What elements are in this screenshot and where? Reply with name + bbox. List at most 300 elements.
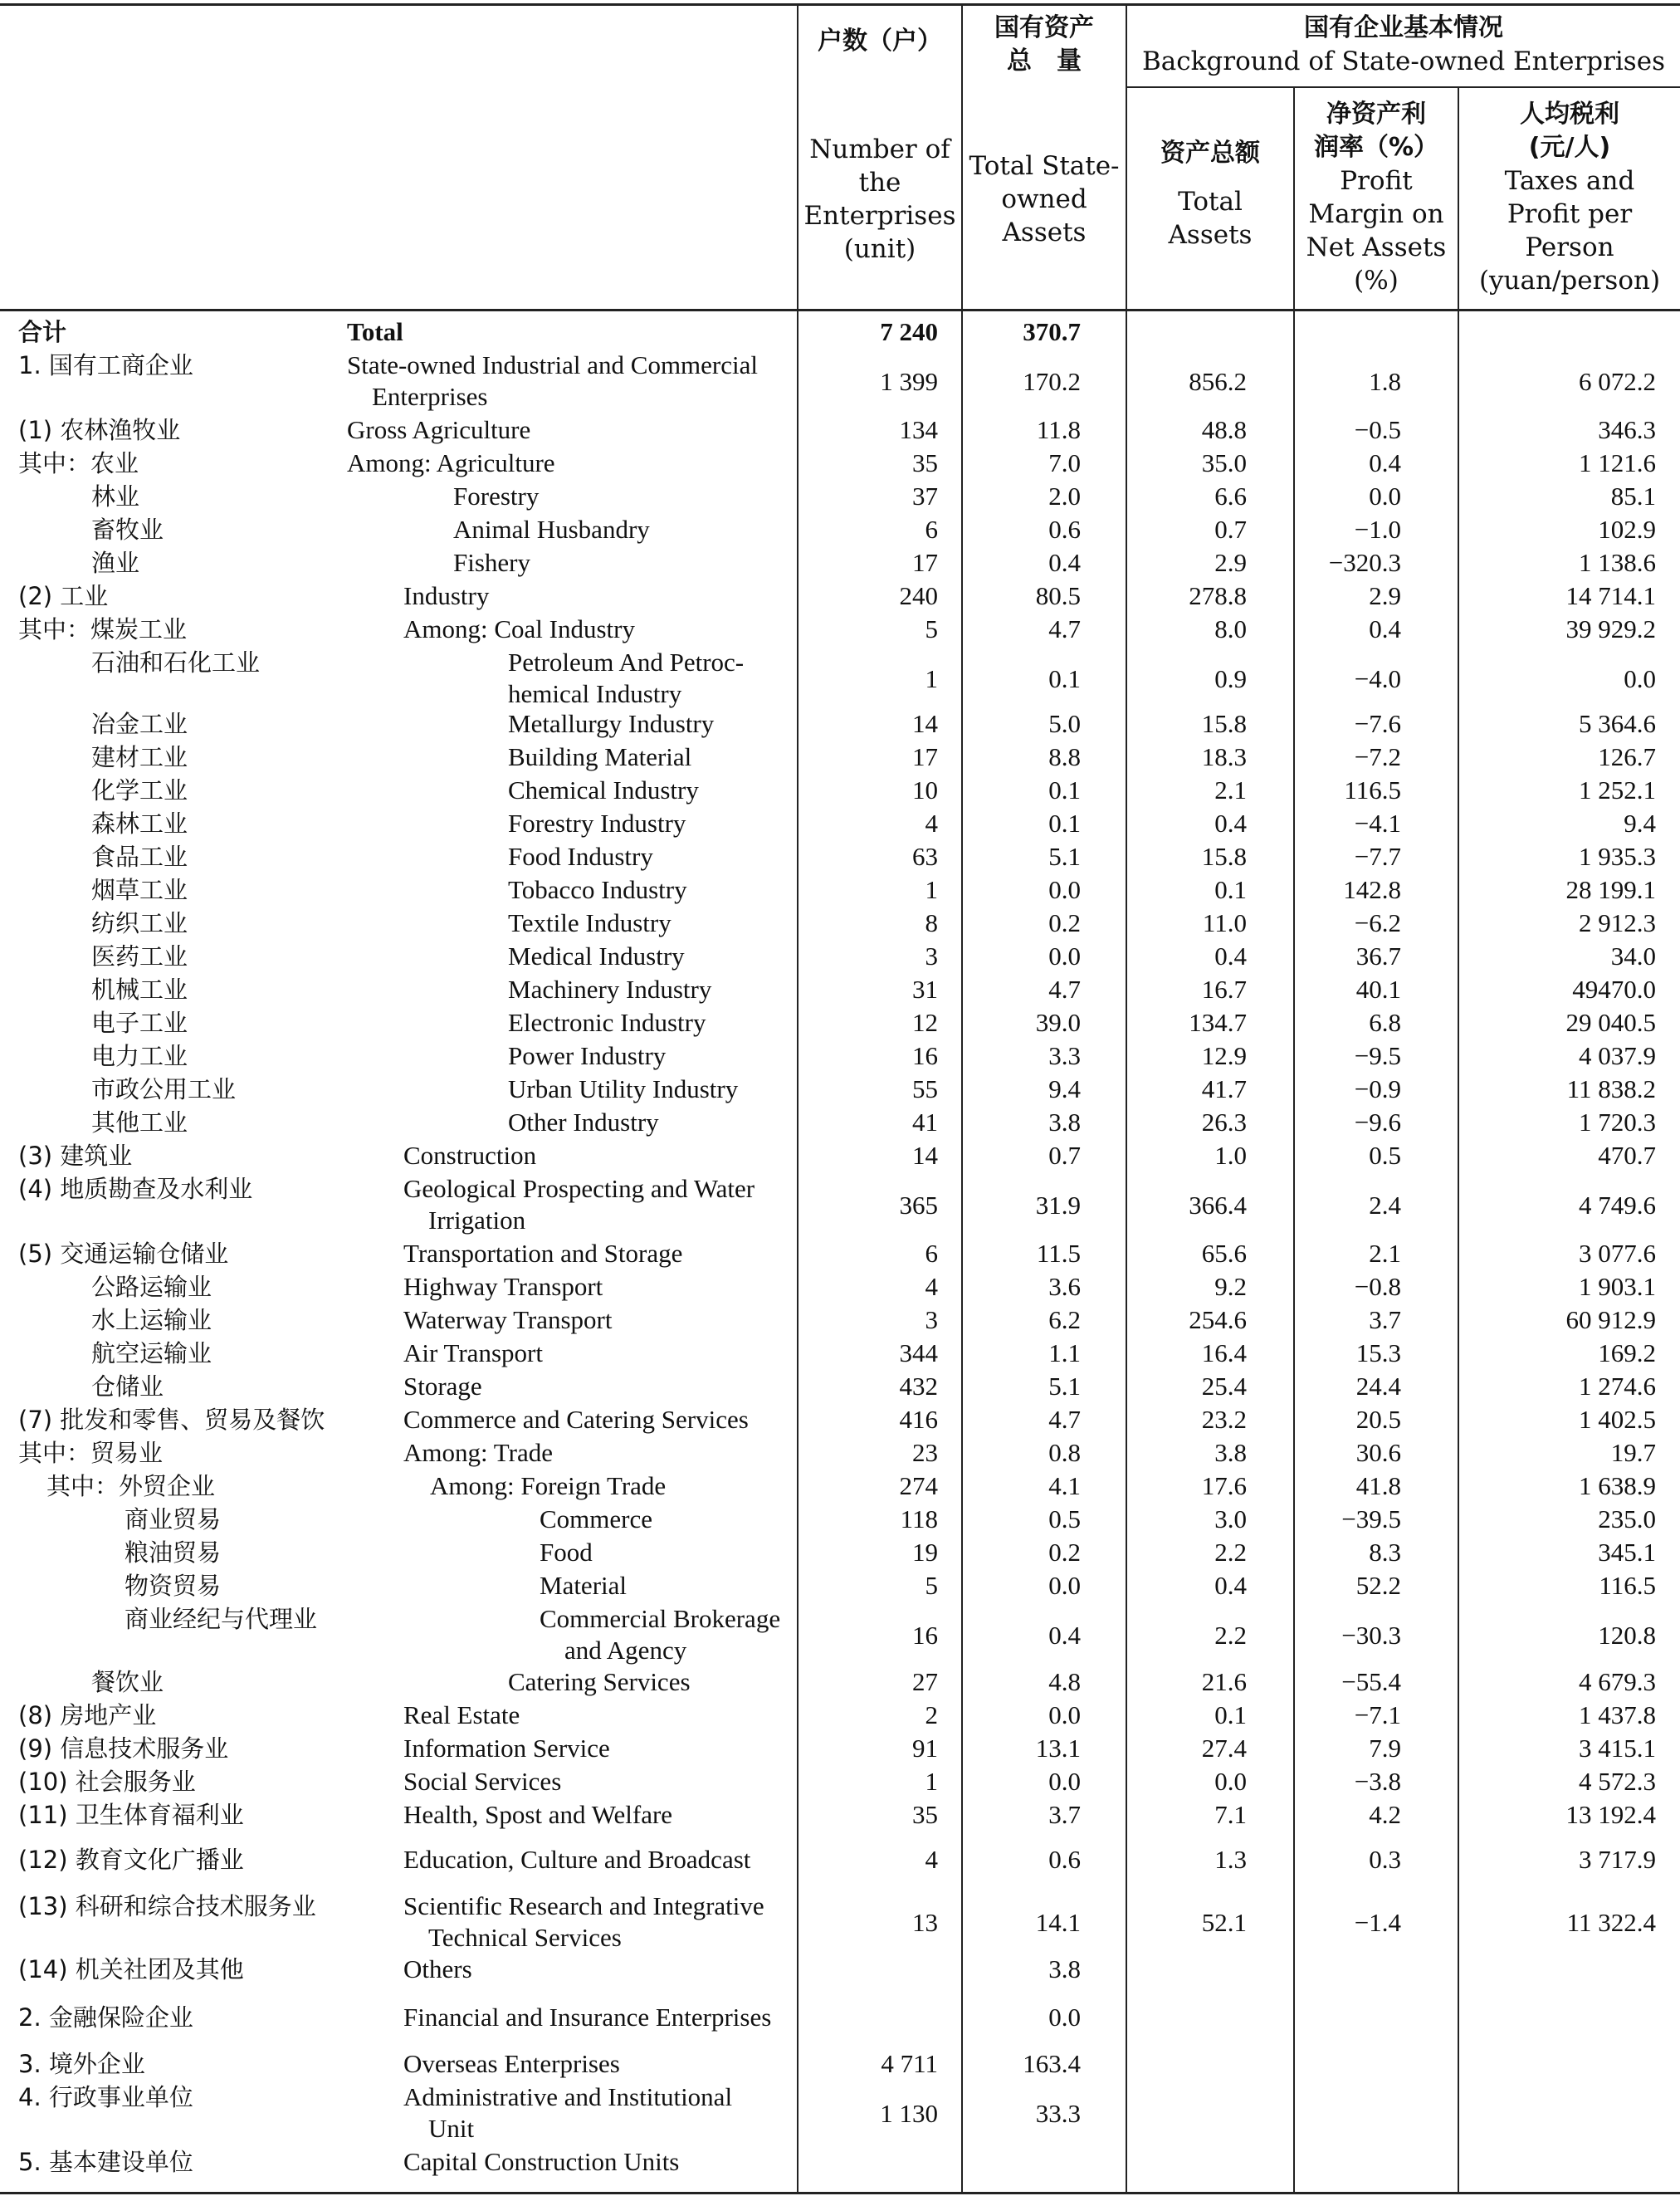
- cell-tp: 1 252.1: [1579, 775, 1656, 805]
- row-label-en: Petroleum And Petroc-: [508, 648, 745, 677]
- row-label-zh: 医药工业: [91, 942, 188, 971]
- row-label-en: Irrigation: [428, 1206, 526, 1235]
- cell-tp: 2 912.3: [1579, 908, 1656, 937]
- cell-a: 0.4: [1048, 1621, 1081, 1650]
- cell-n: 19: [912, 1538, 938, 1567]
- column-divider: [1126, 5, 1127, 2194]
- header-margin-en-line: Margin on: [1308, 199, 1444, 229]
- cell-a: 0.0: [1048, 1571, 1081, 1600]
- cell-tp: 169.2: [1598, 1338, 1656, 1367]
- column-divider: [797, 5, 798, 2194]
- row-label-zh: (3) 建筑业: [18, 1142, 133, 1170]
- cell-pm: 2.1: [1369, 1239, 1401, 1268]
- cell-n: 7 240: [880, 317, 938, 346]
- cell-pm: 24.4: [1355, 1372, 1401, 1401]
- cell-n: 365: [899, 1191, 938, 1220]
- cell-pm: −9.6: [1354, 1108, 1401, 1137]
- cell-pm: 116.5: [1344, 775, 1401, 805]
- cell-n: 4 711: [881, 2049, 938, 2078]
- header-margin-en-line: (%): [1354, 266, 1399, 296]
- cell-tp: 9.4: [1624, 809, 1656, 838]
- cell-n: 17: [912, 548, 938, 577]
- row-label-zh: 冶金工业: [91, 710, 188, 738]
- row-label-zh: 烟草工业: [91, 876, 188, 904]
- row-label-zh: 建材工业: [91, 743, 188, 771]
- cell-pm: −1.4: [1354, 1908, 1401, 1937]
- cell-a: 11.8: [1036, 415, 1081, 444]
- cell-n: 344: [899, 1338, 938, 1367]
- header-count: [798, 25, 961, 58]
- row-label-en: Financial and Insurance Enterprises: [403, 2003, 772, 2032]
- row-label-en: Commerce: [540, 1504, 653, 1533]
- header-total-assets-en-line: Assets: [1168, 220, 1253, 250]
- cell-n: 37: [912, 482, 938, 511]
- cell-a: 0.4: [1048, 548, 1081, 577]
- row-label-zh: 化学工业: [91, 776, 188, 805]
- cell-n: 274: [899, 1471, 938, 1500]
- cell-pm: −0.9: [1354, 1074, 1401, 1103]
- header-tax-zh-line: 人均税利: [1520, 100, 1619, 129]
- cell-pm: 36.7: [1355, 941, 1401, 971]
- cell-n: 16: [912, 1041, 938, 1070]
- row-label-en: Technical Services: [428, 1923, 622, 1952]
- cell-pm: −4.1: [1354, 809, 1401, 838]
- header-tax: [1459, 98, 1680, 297]
- row-label-en: Waterway Transport: [403, 1305, 613, 1334]
- cell-n: 1 399: [880, 367, 938, 396]
- cell-ta: 254.6: [1189, 1305, 1247, 1334]
- column-divider: [1293, 86, 1295, 2194]
- cell-tp: 235.0: [1598, 1504, 1656, 1533]
- cell-a: 80.5: [1035, 581, 1081, 610]
- cell-pm: 2.9: [1369, 581, 1401, 610]
- cell-a: 4.7: [1048, 975, 1081, 1004]
- row-label-en: Capital Construction Units: [403, 2147, 680, 2176]
- row-label-zh: 电力工业: [91, 1042, 188, 1070]
- row-label-zh: (10) 社会服务业: [18, 1768, 196, 1796]
- row-label-en: Electronic Industry: [508, 1008, 706, 1037]
- row-label-zh: 纺织工业: [91, 909, 188, 937]
- header-count-en-line: Number of: [809, 134, 950, 164]
- header-tax-zh-line: (元/人): [1528, 133, 1611, 162]
- cell-pm: −4.0: [1354, 664, 1401, 693]
- row-label-en: Commercial Brokerage: [540, 1604, 781, 1633]
- cell-pm: −7.1: [1354, 1700, 1401, 1729]
- cell-pm: −7.6: [1354, 709, 1401, 738]
- cell-a: 0.6: [1048, 1845, 1081, 1874]
- header-count-en: [798, 133, 961, 266]
- row-label-en: Textile Industry: [508, 908, 672, 937]
- row-label-zh: 渔业: [91, 549, 140, 577]
- cell-a: 0.0: [1048, 1700, 1081, 1729]
- header-assets-en-line: owned: [1001, 184, 1087, 214]
- row-label-en: Overseas Enterprises: [403, 2049, 620, 2078]
- header-group: [1127, 12, 1680, 78]
- cell-n: 1: [925, 1767, 938, 1796]
- row-label-zh: 合计: [18, 318, 67, 346]
- row-label-zh: (12) 教育文化广播业: [18, 1846, 244, 1874]
- row-label-en: Tobacco Industry: [508, 875, 687, 904]
- cell-ta: 0.4: [1214, 941, 1247, 971]
- cell-n: 14: [912, 709, 938, 738]
- cell-pm: 0.4: [1369, 614, 1401, 643]
- row-label-en: Geological Prospecting and Water: [403, 1174, 755, 1203]
- cell-ta: 2.9: [1214, 548, 1247, 577]
- cell-a: 5.1: [1048, 1372, 1081, 1401]
- group-header-rule: [1127, 86, 1680, 88]
- row-label-en: Material: [540, 1571, 628, 1600]
- row-label-en: and Agency: [564, 1636, 687, 1665]
- cell-pm: 52.2: [1355, 1571, 1401, 1600]
- cell-ta: 0.1: [1214, 1700, 1247, 1729]
- cell-tp: 11 838.2: [1566, 1074, 1656, 1103]
- cell-ta: 134.7: [1189, 1008, 1247, 1037]
- cell-a: 5.0: [1048, 709, 1081, 738]
- cell-pm: 2.4: [1369, 1191, 1401, 1220]
- row-label-en: Metallurgy Industry: [508, 709, 715, 738]
- cell-ta: 0.9: [1214, 664, 1247, 693]
- cell-ta: 25.4: [1201, 1372, 1247, 1401]
- header-count-zh: 户数（户）: [818, 27, 942, 56]
- cell-a: 14.1: [1035, 1908, 1081, 1937]
- cell-tp: 1 935.3: [1579, 842, 1656, 871]
- cell-ta: 16.7: [1201, 975, 1247, 1004]
- cell-a: 4.7: [1048, 1405, 1081, 1434]
- cell-ta: 1.3: [1214, 1845, 1247, 1874]
- cell-ta: 65.6: [1201, 1239, 1247, 1268]
- cell-a: 0.1: [1048, 809, 1081, 838]
- cell-n: 10: [912, 775, 938, 805]
- cell-tp: 126.7: [1598, 742, 1656, 771]
- row-label-en: Forestry: [453, 482, 540, 511]
- cell-n: 8: [925, 908, 938, 937]
- cell-a: 3.7: [1048, 1800, 1081, 1829]
- header-total-assets: [1127, 137, 1293, 252]
- cell-n: 432: [899, 1372, 938, 1401]
- cell-pm: −55.4: [1341, 1667, 1401, 1696]
- row-label-zh: 电子工业: [91, 1009, 188, 1037]
- cell-a: 8.8: [1048, 742, 1081, 771]
- cell-ta: 0.1: [1214, 875, 1247, 904]
- header-assets-zh-line: 总 量: [1007, 46, 1082, 76]
- cell-ta: 27.4: [1201, 1734, 1247, 1763]
- cell-tp: 4 037.9: [1579, 1041, 1656, 1070]
- cell-n: 3: [925, 1305, 938, 1334]
- cell-pm: 41.8: [1355, 1471, 1401, 1500]
- row-label-zh: 5. 基本建设单位: [18, 2148, 193, 2176]
- row-label-zh: 其他工业: [91, 1108, 188, 1137]
- cell-a: 0.0: [1048, 1767, 1081, 1796]
- cell-a: 3.3: [1048, 1041, 1081, 1070]
- cell-n: 55: [912, 1074, 938, 1103]
- cell-pm: 4.2: [1369, 1800, 1401, 1829]
- row-label-en: Social Services: [403, 1767, 562, 1796]
- cell-a: 13.1: [1035, 1734, 1081, 1763]
- cell-a: 170.2: [1023, 367, 1081, 396]
- cell-a: 0.2: [1048, 1538, 1081, 1567]
- cell-ta: 0.4: [1214, 809, 1247, 838]
- cell-a: 4.8: [1048, 1667, 1081, 1696]
- cell-ta: 12.9: [1201, 1041, 1247, 1070]
- cell-a: 31.9: [1035, 1191, 1081, 1220]
- row-label-zh: 3. 境外企业: [18, 2050, 145, 2078]
- row-label-en: Administrative and Institutional: [403, 2082, 733, 2111]
- row-label-en: Food Industry: [508, 842, 653, 871]
- cell-pm: −0.5: [1354, 415, 1401, 444]
- header-assets: [963, 12, 1126, 78]
- cell-n: 1: [925, 664, 938, 693]
- row-label-zh: (8) 房地产业: [18, 1701, 157, 1729]
- row-label-zh: (13) 科研和综合技术服务业: [18, 1892, 316, 1920]
- cell-ta: 3.8: [1214, 1438, 1247, 1467]
- cell-tp: 3 415.1: [1579, 1734, 1656, 1763]
- cell-tp: 60 912.9: [1565, 1305, 1656, 1334]
- cell-ta: 11.0: [1202, 908, 1247, 937]
- cell-n: 16: [912, 1621, 938, 1650]
- header-count-en-line: Enterprises: [803, 201, 956, 231]
- row-label-zh: 1. 国有工商企业: [18, 351, 193, 379]
- cell-n: 12: [912, 1008, 938, 1037]
- cell-tp: 29 040.5: [1565, 1008, 1656, 1037]
- cell-pm: 0.4: [1369, 448, 1401, 477]
- row-label-zh: 粮油贸易: [125, 1538, 222, 1567]
- cell-tp: 19.7: [1610, 1438, 1656, 1467]
- cell-a: 11.5: [1036, 1239, 1081, 1268]
- cell-tp: 346.3: [1598, 415, 1656, 444]
- row-label-zh: 其中：煤炭工业: [18, 615, 188, 643]
- row-label-en: Education, Culture and Broadcast: [403, 1845, 751, 1874]
- cell-pm: 20.5: [1355, 1405, 1401, 1434]
- row-label-zh: 机械工业: [91, 976, 188, 1004]
- cell-tp: 1 402.5: [1579, 1405, 1656, 1434]
- cell-ta: 3.0: [1214, 1504, 1247, 1533]
- row-label-zh: 公路运输业: [91, 1273, 212, 1301]
- row-label-en: Transportation and Storage: [403, 1239, 683, 1268]
- cell-a: 0.1: [1048, 664, 1081, 693]
- cell-n: 2: [925, 1700, 938, 1729]
- row-label-en: Building Material: [508, 742, 692, 771]
- cell-a: 0.0: [1048, 875, 1081, 904]
- row-label-zh: 水上运输业: [91, 1306, 212, 1334]
- header-bottom-rule: [0, 309, 1680, 311]
- cell-tp: 5 364.6: [1579, 709, 1656, 738]
- cell-a: 3.8: [1048, 1954, 1081, 1983]
- cell-pm: −9.5: [1354, 1041, 1401, 1070]
- cell-tp: 6 072.2: [1579, 367, 1656, 396]
- cell-tp: 34.0: [1610, 941, 1656, 971]
- cell-tp: 1 437.8: [1579, 1700, 1656, 1729]
- row-label-en: Commerce and Catering Services: [403, 1405, 749, 1434]
- cell-tp: 120.8: [1598, 1621, 1656, 1650]
- cell-n: 63: [912, 842, 938, 871]
- cell-n: 134: [899, 415, 938, 444]
- cell-pm: 1.8: [1369, 367, 1401, 396]
- row-label-en: Other Industry: [508, 1108, 659, 1137]
- row-label-en: Urban Utility Industry: [508, 1074, 739, 1103]
- cell-tp: 0.0: [1624, 664, 1656, 693]
- cell-a: 4.1: [1048, 1471, 1081, 1500]
- header-group-zh: 国有企业基本情况: [1304, 13, 1503, 42]
- column-divider: [1458, 86, 1459, 2194]
- cell-n: 118: [900, 1504, 938, 1533]
- cell-pm: 30.6: [1355, 1438, 1401, 1467]
- row-label-zh: 餐饮业: [91, 1668, 164, 1696]
- cell-a: 3.6: [1048, 1272, 1081, 1301]
- row-label-zh: 其中：外贸企业: [46, 1472, 216, 1500]
- header-assets-en: [963, 149, 1126, 249]
- row-label-zh: 仓储业: [91, 1372, 164, 1401]
- cell-pm: −30.3: [1341, 1621, 1401, 1650]
- cell-ta: 15.8: [1201, 842, 1247, 871]
- cell-a: 2.0: [1048, 482, 1081, 511]
- cell-ta: 2.2: [1214, 1621, 1247, 1650]
- row-label-en: State-owned Industrial and Commercial: [347, 350, 759, 379]
- cell-a: 5.1: [1048, 842, 1081, 871]
- header-assets-en-line: Total State-: [969, 151, 1120, 181]
- row-label-zh: 森林工业: [91, 809, 188, 838]
- row-label-zh: 航空运输业: [91, 1339, 212, 1367]
- cell-ta: 17.6: [1201, 1471, 1247, 1500]
- cell-tp: 1 720.3: [1579, 1108, 1656, 1137]
- cell-tp: 3 717.9: [1579, 1845, 1656, 1874]
- cell-n: 1 130: [880, 2099, 938, 2128]
- row-label-en: hemical Industry: [508, 679, 682, 708]
- cell-tp: 49470.0: [1572, 975, 1656, 1004]
- row-label-zh: (4) 地质勘查及水利业: [18, 1175, 253, 1203]
- cell-n: 1: [925, 875, 938, 904]
- header-margin-en-line: Profit: [1340, 166, 1413, 196]
- row-label-en: Among: Trade: [403, 1438, 553, 1467]
- row-label-zh: 4. 行政事业单位: [18, 2083, 193, 2111]
- cell-pm: −7.2: [1354, 742, 1401, 771]
- row-label-zh: (5) 交通运输仓储业: [18, 1240, 229, 1268]
- cell-a: 4.7: [1048, 614, 1081, 643]
- cell-ta: 278.8: [1189, 581, 1247, 610]
- cell-pm: −0.8: [1354, 1272, 1401, 1301]
- cell-ta: 48.8: [1201, 415, 1247, 444]
- cell-n: 3: [925, 941, 938, 971]
- header-count-en-line: the: [858, 168, 901, 198]
- cell-pm: 6.8: [1369, 1008, 1401, 1037]
- cell-tp: 345.1: [1598, 1538, 1656, 1567]
- cell-a: 370.7: [1023, 317, 1081, 346]
- row-label-en: Construction: [403, 1141, 537, 1170]
- cell-n: 14: [912, 1141, 938, 1170]
- cell-ta: 0.7: [1214, 515, 1247, 544]
- cell-a: 0.2: [1048, 908, 1081, 937]
- cell-tp: 4 679.3: [1579, 1667, 1656, 1696]
- cell-ta: 2.1: [1214, 775, 1247, 805]
- cell-pm: 3.7: [1369, 1305, 1401, 1334]
- header-total-assets-en-line: Total: [1178, 187, 1243, 217]
- cell-ta: 9.2: [1214, 1272, 1247, 1301]
- cell-n: 91: [912, 1734, 938, 1763]
- cell-a: 163.4: [1023, 2049, 1081, 2078]
- cell-a: 0.8: [1048, 1438, 1081, 1467]
- cell-pm: 142.8: [1343, 875, 1401, 904]
- row-label-en: Health, Spost and Welfare: [403, 1800, 673, 1829]
- row-label-zh: 食品工业: [91, 843, 188, 871]
- cell-tp: 39 929.2: [1565, 614, 1656, 643]
- cell-n: 27: [912, 1667, 938, 1696]
- row-label-en: Food: [540, 1538, 593, 1567]
- cell-a: 6.2: [1048, 1305, 1081, 1334]
- cell-ta: 23.2: [1201, 1405, 1247, 1434]
- cell-pm: 7.9: [1369, 1734, 1401, 1763]
- cell-pm: 8.3: [1369, 1538, 1401, 1567]
- cell-a: 0.1: [1048, 775, 1081, 805]
- cell-a: 0.0: [1048, 941, 1081, 971]
- cell-pm: −7.7: [1354, 842, 1401, 871]
- cell-tp: 28 199.1: [1565, 875, 1656, 904]
- row-label-zh: 林业: [91, 482, 140, 511]
- row-label-zh: (14) 机关社团及其他: [18, 1955, 244, 1983]
- cell-ta: 0.4: [1214, 1571, 1247, 1600]
- row-label-en: Medical Industry: [508, 941, 685, 971]
- cell-tp: 3 077.6: [1579, 1239, 1656, 1268]
- row-label-en: Others: [403, 1954, 472, 1983]
- cell-tp: 1 121.6: [1579, 448, 1656, 477]
- cell-n: 4: [925, 1272, 938, 1301]
- top-rule: [0, 3, 1680, 6]
- row-label-en: Among: Foreign Trade: [430, 1471, 667, 1500]
- header-tax-en-line: Taxes and: [1504, 166, 1635, 196]
- cell-n: 4: [925, 1845, 938, 1874]
- header-margin-zh-line: 净资产利: [1326, 100, 1426, 129]
- row-label-en: Fishery: [453, 548, 530, 577]
- row-label-en: Among: Agriculture: [347, 448, 555, 477]
- cell-n: 5: [925, 1571, 938, 1600]
- cell-ta: 366.4: [1189, 1191, 1247, 1220]
- header-total-assets-zh: 资产总额: [1160, 139, 1260, 168]
- cell-tp: 470.7: [1598, 1141, 1656, 1170]
- cell-tp: 116.5: [1599, 1571, 1656, 1600]
- cell-tp: 14 714.1: [1565, 581, 1656, 610]
- row-label-zh: 其中：贸易业: [18, 1439, 164, 1467]
- row-label-zh: (11) 卫生体育福利业: [18, 1801, 244, 1829]
- cell-pm: −1.0: [1354, 515, 1401, 544]
- cell-ta: 2.2: [1214, 1538, 1247, 1567]
- cell-a: 39.0: [1035, 1008, 1081, 1037]
- row-label-en: Real Estate: [403, 1700, 520, 1729]
- cell-pm: −39.5: [1341, 1504, 1401, 1533]
- cell-ta: 26.3: [1201, 1108, 1247, 1137]
- cell-ta: 1.0: [1214, 1141, 1247, 1170]
- row-label-en: Highway Transport: [403, 1272, 603, 1301]
- cell-ta: 6.6: [1214, 482, 1247, 511]
- cell-tp: 1 903.1: [1579, 1272, 1656, 1301]
- cell-n: 416: [899, 1405, 938, 1434]
- column-divider: [961, 5, 963, 2194]
- cell-ta: 52.1: [1201, 1908, 1247, 1937]
- cell-pm: −320.3: [1328, 548, 1401, 577]
- header-margin: [1295, 98, 1458, 297]
- header-margin-en-line: Net Assets: [1306, 232, 1447, 262]
- row-label-zh: 商业经纪与代理业: [125, 1605, 318, 1633]
- cell-ta: 18.3: [1201, 742, 1247, 771]
- cell-tp: 1 638.9: [1579, 1471, 1656, 1500]
- cell-a: 3.8: [1048, 1108, 1081, 1137]
- cell-ta: 41.7: [1201, 1074, 1247, 1103]
- row-label-en: Machinery Industry: [508, 975, 712, 1004]
- cell-tp: 13 192.4: [1565, 1800, 1656, 1829]
- row-label-zh: (7) 批发和零售、贸易及餐饮: [18, 1406, 325, 1434]
- row-label-zh: 石油和石化工业: [91, 648, 261, 677]
- cell-n: 6: [925, 515, 938, 544]
- cell-a: 0.6: [1048, 515, 1081, 544]
- header-assets-zh-line: 国有资产: [994, 13, 1094, 42]
- cell-pm: 40.1: [1355, 975, 1401, 1004]
